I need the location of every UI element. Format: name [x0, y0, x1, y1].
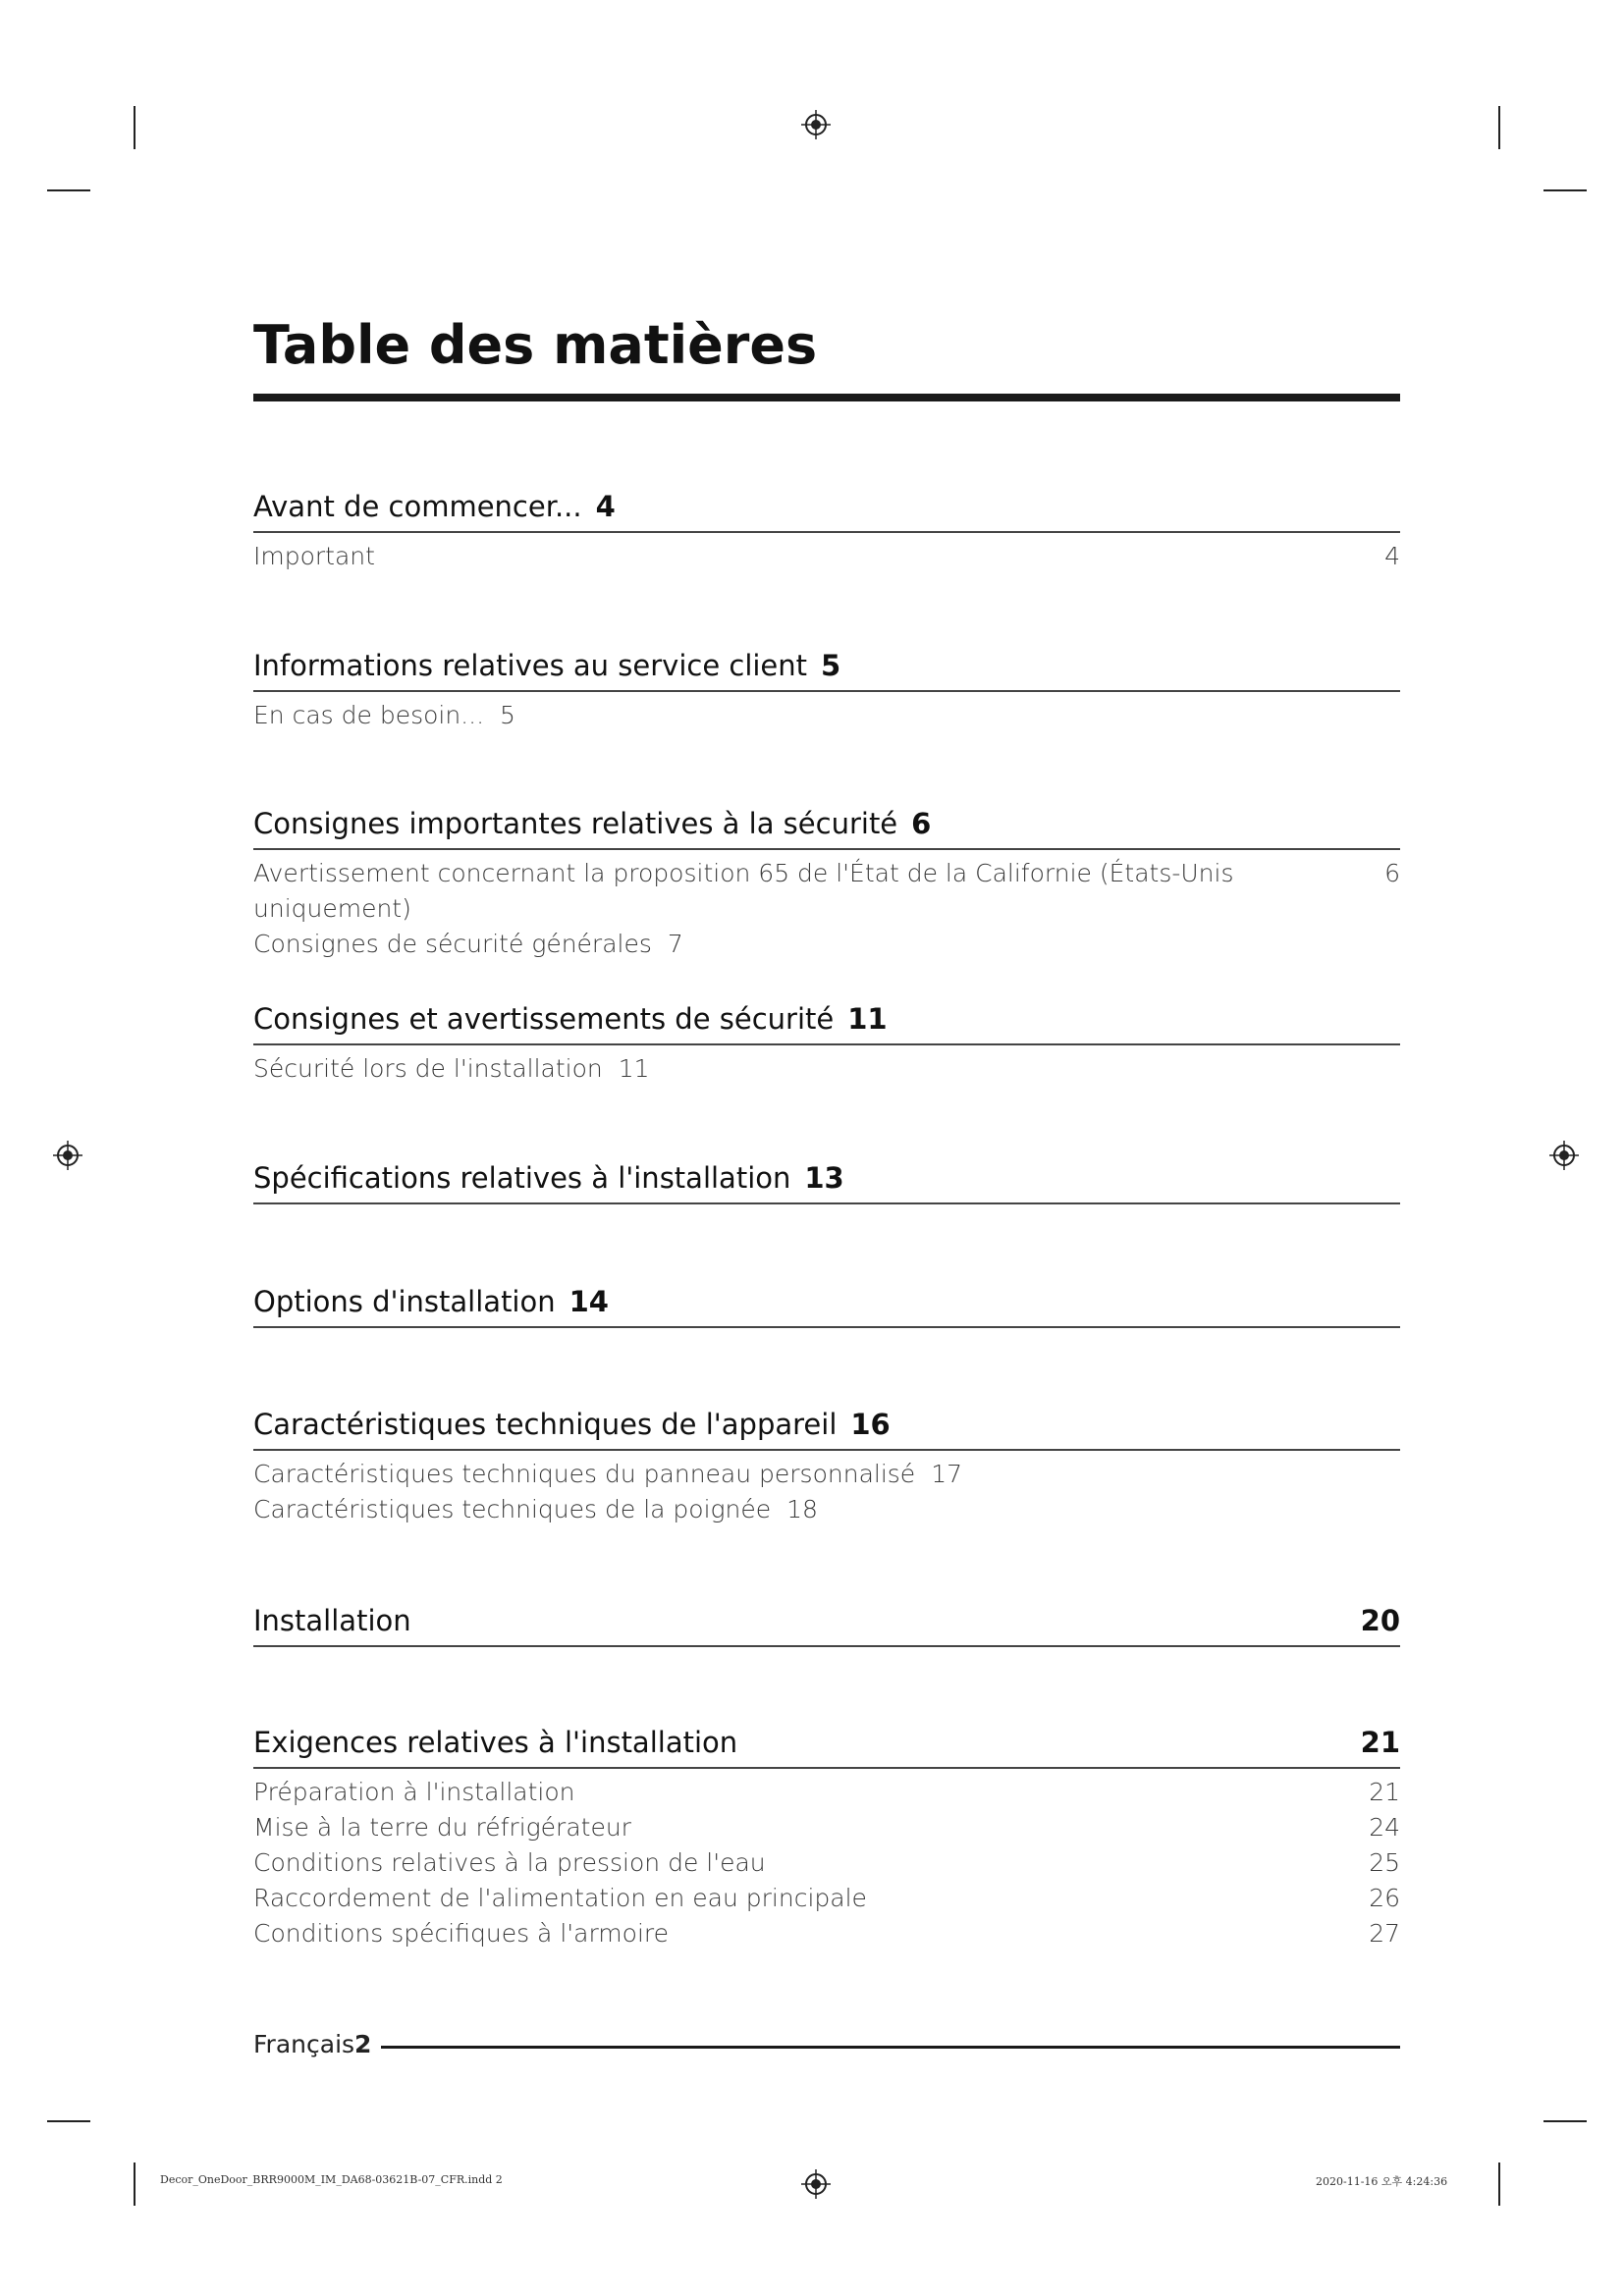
toc-entry-page: 17 — [931, 1460, 962, 1488]
toc-entry-label: Mise à la terre du réfrigérateur — [253, 1813, 631, 1842]
toc-entry-label: Sécurité lors de l'installation — [253, 1054, 603, 1083]
toc-section — [253, 1724, 1400, 1951]
print-slug-filename: Decor_OneDoor_BRR9000M_IM_DA68-03621B-07_CFR.indd 2 — [160, 2173, 503, 2186]
crop-mark — [1498, 106, 1500, 149]
toc-section — [253, 1406, 1400, 1527]
toc-section — [253, 1602, 1400, 1647]
toc-entry[interactable] — [253, 698, 1400, 733]
toc-entry-label: Avertissement concernant la proposition 65 de l'État de la Californie (États-Unis uniquement) — [253, 859, 1234, 923]
toc-entry[interactable] — [253, 1916, 1400, 1951]
toc-section — [253, 647, 1400, 733]
toc-heading-label: Consignes importantes relatives à la sécurité — [253, 807, 898, 840]
registration-mark-icon — [801, 2169, 831, 2199]
footer-page-number: 2 — [354, 2030, 372, 2058]
toc-section-heading[interactable] — [253, 1602, 1400, 1647]
page-footer — [253, 2030, 1400, 2058]
crop-mark — [1498, 2163, 1500, 2206]
toc-heading-label: Caractéristiques techniques de l'appareil — [253, 1408, 838, 1441]
registration-mark-icon — [1549, 1141, 1579, 1170]
toc-entry[interactable] — [253, 856, 1400, 927]
crop-mark — [134, 2163, 135, 2206]
crop-mark — [47, 189, 90, 191]
toc-heading-page: 11 — [847, 1002, 888, 1036]
toc-heading-label: Exigences relatives à l'installation — [253, 1726, 738, 1759]
toc-heading-page: 21 — [1360, 1726, 1400, 1759]
toc-entry-page: 25 — [1369, 1848, 1400, 1877]
toc-entry-label: Préparation à l'installation — [253, 1778, 575, 1806]
toc-entry[interactable] — [253, 1492, 1400, 1527]
registration-mark-icon — [801, 110, 831, 139]
toc-heading-label: Avant de commencer... — [253, 490, 582, 523]
toc-section-heading[interactable] — [253, 488, 1400, 533]
crop-mark — [1543, 189, 1587, 191]
toc-entry[interactable] — [253, 1810, 1400, 1845]
toc-entry-page: 4 — [1384, 542, 1400, 570]
footer-rule — [381, 2046, 1400, 2049]
toc-entry-label: Caractéristiques techniques de la poignée — [253, 1495, 772, 1523]
print-slug-timestamp: 2020-11-16 오후 4:24:36 — [1316, 2175, 1448, 2188]
toc-entry-label: Important — [253, 542, 375, 570]
toc-section-heading[interactable] — [253, 1724, 1400, 1769]
crop-mark — [134, 106, 135, 149]
toc-entry-label: Conditions relatives à la pression de l'eau — [253, 1848, 766, 1877]
toc-heading-page: 5 — [821, 649, 841, 682]
toc-heading-page: 6 — [911, 807, 932, 840]
toc-section-heading[interactable] — [253, 1159, 1400, 1204]
title-rule — [253, 394, 1400, 401]
toc-section — [253, 1000, 1400, 1087]
toc-entry[interactable] — [253, 1845, 1400, 1881]
toc-entry[interactable] — [253, 927, 1400, 962]
crop-mark — [1543, 2120, 1587, 2122]
toc-section — [253, 1283, 1400, 1328]
toc-heading-page: 20 — [1360, 1604, 1400, 1637]
toc-entry-page: 5 — [500, 701, 515, 729]
toc-heading-label: Consignes et avertissements de sécurité — [253, 1002, 835, 1036]
toc-entry-label: En cas de besoin... — [253, 701, 485, 729]
toc-entry-page: 24 — [1369, 1813, 1400, 1842]
toc-section — [253, 488, 1400, 574]
toc-heading-page: 16 — [850, 1408, 891, 1441]
toc-entry-page: 6 — [1384, 859, 1400, 887]
toc-entry-page: 26 — [1369, 1884, 1400, 1912]
toc-entry-label: Raccordement de l'alimentation en eau principale — [253, 1884, 867, 1912]
toc-entry-page: 21 — [1369, 1778, 1400, 1806]
crop-mark — [47, 2120, 90, 2122]
registration-mark-icon — [53, 1141, 82, 1170]
toc-heading-label: Options d'installation — [253, 1285, 556, 1318]
toc-heading-page: 13 — [804, 1161, 844, 1195]
toc-section-heading[interactable] — [253, 1406, 1400, 1451]
toc-entry-page: 18 — [786, 1495, 818, 1523]
toc-entry[interactable] — [253, 1051, 1400, 1087]
toc-entry[interactable] — [253, 1457, 1400, 1492]
toc-section-heading[interactable] — [253, 647, 1400, 692]
toc-entry-page: 27 — [1369, 1919, 1400, 1948]
toc-entry[interactable] — [253, 1775, 1400, 1810]
page-title: Table des matières — [253, 314, 818, 376]
toc-entry-label: Caractéristiques techniques du panneau personnalisé — [253, 1460, 916, 1488]
toc-section — [253, 805, 1400, 962]
footer-language: Français — [253, 2030, 355, 2058]
toc-entry-page: 11 — [618, 1054, 650, 1083]
toc-entry-page: 7 — [667, 930, 683, 958]
toc-heading-page: 4 — [595, 490, 616, 523]
toc-heading-page: 14 — [568, 1285, 609, 1318]
toc-entry[interactable] — [253, 539, 1400, 574]
toc-section — [253, 1159, 1400, 1204]
toc-section-heading[interactable] — [253, 1000, 1400, 1045]
toc-heading-label: Spécifications relatives à l'installation — [253, 1161, 791, 1195]
toc-heading-label: Installation — [253, 1604, 411, 1637]
toc-heading-label: Informations relatives au service client — [253, 649, 808, 682]
toc-entry-label: Consignes de sécurité générales — [253, 930, 652, 958]
toc-section-heading[interactable] — [253, 1283, 1400, 1328]
toc-section-heading[interactable] — [253, 805, 1400, 850]
toc-entry[interactable] — [253, 1881, 1400, 1916]
toc-entry-label: Conditions spécifiques à l'armoire — [253, 1919, 669, 1948]
